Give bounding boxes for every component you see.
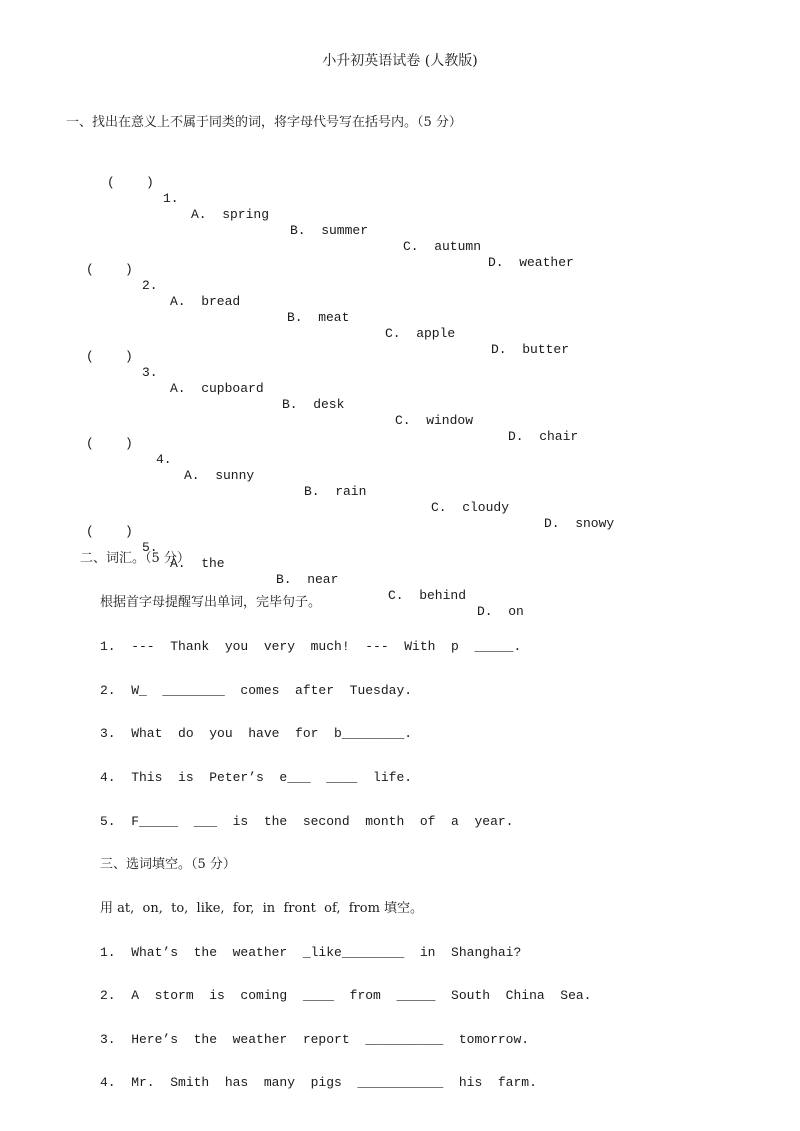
answer-bracket[interactable]: ( ) — [86, 524, 133, 539]
option-d: D. chair — [508, 429, 579, 444]
fill-in-item: 3. Here’s the weather report __________ tomorrow. — [100, 1032, 530, 1047]
fill-in-item: 4. Mr. Smith has many pigs ___________ his farm. — [100, 1075, 537, 1090]
option-c: C. apple — [385, 326, 456, 341]
option-a: A. spring — [191, 207, 270, 222]
option-b: B. rain — [304, 484, 367, 499]
answer-bracket[interactable]: ( ) — [107, 175, 154, 190]
section-2-instruction: 根据首字母提醒写出单词，完毕句子。 — [100, 595, 322, 610]
question-number: 1. — [163, 191, 179, 206]
question-number: 2. — [142, 278, 158, 293]
option-d: D. butter — [491, 342, 570, 357]
fill-in-item: 2. W_ ________ comes after Tuesday. — [100, 683, 413, 698]
option-b: B. meat — [287, 310, 350, 325]
section-3-instruction: 用 at, on, to, like, for, in front of, from 填空。 — [100, 901, 424, 916]
question-number: 3. — [142, 365, 158, 380]
fill-in-item: 5. F_____ ___ is the second month of a year. — [100, 814, 514, 829]
option-b: B. near — [276, 572, 339, 587]
answer-bracket[interactable]: ( ) — [86, 436, 133, 451]
page-title: 小升初英语试卷 (人教版) — [322, 53, 478, 69]
option-a: A. the — [170, 556, 225, 571]
section-2-heading: 二、词汇。（5 分） — [80, 551, 190, 566]
fill-in-item: 4. This is Peter’s e___ ____ life. — [100, 770, 413, 785]
answer-bracket[interactable]: ( ) — [86, 349, 133, 364]
fill-in-item: 3. What do you have for b________. — [100, 726, 413, 741]
question-number: 4. — [156, 452, 172, 467]
section-1-heading: 一、找出在意义上不属于同类的词，将字母代号写在括号内。（5 分） — [66, 115, 462, 130]
fill-in-item: 1. --- Thank you very much! --- With p _____. — [100, 639, 522, 654]
option-b: B. summer — [290, 223, 369, 238]
option-c: C. cloudy — [431, 500, 510, 515]
option-c: C. autumn — [403, 239, 482, 254]
fill-in-item: 1. What’s the weather _like________ in Shanghai? — [100, 945, 522, 960]
question-number: 5. — [142, 540, 158, 555]
option-a: A. bread — [170, 294, 241, 309]
answer-bracket[interactable]: ( ) — [86, 262, 133, 277]
option-d: D. weather — [488, 255, 574, 270]
option-c: C. window — [395, 413, 474, 428]
option-b: B. desk — [282, 397, 345, 412]
option-d: D. snowy — [544, 516, 615, 531]
fill-in-item: 2. A storm is coming ____ from _____ South China Sea. — [100, 988, 592, 1003]
option-a: A. sunny — [184, 468, 255, 483]
option-d: D. on — [477, 604, 524, 619]
section-3-heading: 三、选词填空。（5 分） — [100, 857, 236, 872]
option-a: A. cupboard — [170, 381, 264, 396]
option-c: C. behind — [388, 588, 467, 603]
